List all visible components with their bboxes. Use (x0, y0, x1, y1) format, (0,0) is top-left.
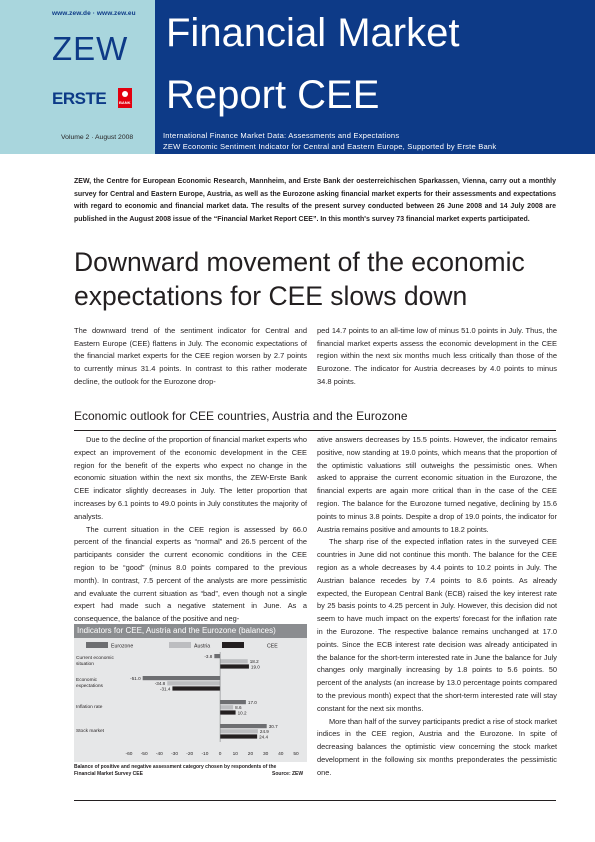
body-paragraph: The current situation in the CEE region is assessed by 66.0 percent of the financial experts as “normal” and 26.5 percent of the participants consider the current economic conditions in the CEE region to be “good” (minus 8.0 points compared to the previous month). In contrast, 7.5 percent of the analysts are more pessimistic and evaluate the current situation as “bad”, even though not a single expert had made such a negative statement in June. As a consequence, the balance of the positive and neg- (74, 524, 307, 624)
x-tick-label: 0 (218, 752, 222, 757)
data-bar (167, 681, 220, 685)
body-paragraph: The sharp rise of the expected inflation rates in the surveyed CEE countries in June did not continue this month. The balance for the CEE region as a whole decreases by 4.4 points to 10.2 points in July. The Austrian balance recedes by 7.4 points to 8.6 points. As already expected, the European Central Bank (ECB) raised the key interest rate by 25 basis points to 4.25 percent in July. However, this decision did not seem to have much impact on the experts' forecast for the inflation rate in the Eurozone. The respective balance remains unchanged at 17.0 points. Since the ECB interest rate decision was already anticipated in the balance for the short-term interested rate in June the balance for July changes only marginally increasing by 1.8 points to 5.6 points. 50 percent of the analysts (an increase by 13.0 percentage points compared to the previous month) expect that the short-term interested rate will stay constant for the next six months. (317, 537, 557, 713)
volume-label: Volume 2 · August 2008 (61, 134, 134, 141)
subtitle-line2: ZEW Economic Sentiment Indicator for Central and Eastern Europe, Supported by Erste Bank (163, 142, 497, 151)
body-paragraph: ative answers decreases by 15.5 points. However, the indicator remains positive, now standing at 19.0 points, which means that the proportion of the optimistic valuations still outweighs the pessimistic ones. When asked to appraise the current economic situation in the Eurozone, the financial experts are again more critical than in the case of the CEE region. The balance for the Eurozone turned negative, declining by 15.6 points to minus 3.8 points. Despite a drop of 19.0 points, the indicator for Austria remains positive and amounts to 18.2 points. (317, 435, 557, 534)
data-label: -3.8 (204, 653, 213, 659)
data-label: 18.2 (249, 659, 259, 665)
data-bar (220, 705, 233, 709)
data-bar (214, 654, 220, 658)
x-tick-label: 50 (293, 752, 299, 757)
legend-swatch (86, 642, 108, 648)
indicator-bar-chart (74, 638, 307, 762)
intro-paragraph: ZEW, the Centre for European Economic Research, Mannheim, and Erste Bank der oesterreichischen Sparkassen, Vienna, carry out a monthly survey for Central and Eastern Europe, Austria, as well as the Eurozone asking financial market experts for their assessments and expectations with regard to economic and financial market data. The results of the present survey conducted between 26 June 2008 and 14 July 2008 are published in the August 2008 issue of the “Financial Market Report CEE”. In this month's survey 73 financial market experts participated. (74, 178, 556, 223)
chart-title: Indicators for CEE, Austria and the Eurozone (balances) (77, 626, 276, 635)
x-tick-label: -30 (171, 752, 179, 757)
x-tick-label: -40 (155, 752, 163, 757)
category-label: Economic (76, 678, 98, 683)
section-divider (74, 430, 556, 431)
data-label: 24.9 (259, 729, 269, 735)
x-tick-label: -60 (125, 752, 133, 757)
erste-logo: ERSTE (52, 89, 107, 108)
report-title-line2: Report CEE (166, 73, 380, 117)
data-bar (220, 700, 246, 704)
body-column-left (74, 434, 307, 626)
category-label: Stock market (76, 729, 104, 734)
data-label: -34.8 (154, 681, 166, 687)
lead-paragraph-right: ped 14.7 points to an all-time low of minus 51.0 points in July. Thus, the financial market experts assess the economic development in the CEE region within the next six months much less critically than those of the Eurozone. The indicator for Austria decreases by 4.0 points to minus 34.8 points. (317, 326, 557, 386)
x-tick-label: -50 (140, 752, 148, 757)
data-label: -31.4 (159, 686, 171, 692)
data-bar (220, 729, 258, 733)
subtitle-line1: International Finance Market Data: Assessments and Expectations (163, 131, 400, 140)
category-label: Inflation rate (76, 705, 103, 710)
legend-label: Eurozone (111, 643, 134, 650)
legend-label: Austria (194, 643, 211, 650)
data-bar (220, 734, 257, 738)
legend-swatch (169, 642, 191, 648)
data-label: 19.0 (250, 664, 260, 670)
erste-mark-dot-icon (122, 91, 128, 97)
category-label: situation (76, 662, 94, 667)
data-label: 8.6 (235, 705, 242, 711)
legend-label: CEE (267, 643, 278, 650)
x-tick-label: 30 (262, 752, 269, 757)
data-label: -51.0 (130, 675, 141, 681)
section-heading: Economic outlook for CEE countries, Austria and the Eurozone (74, 409, 408, 423)
data-label: 10.2 (237, 710, 247, 716)
data-label: 30.7 (268, 723, 278, 729)
category-label: expectations (76, 684, 103, 689)
category-label: Current economic (76, 656, 114, 661)
x-tick-label: 10 (232, 752, 238, 757)
legend-swatch (222, 642, 244, 648)
x-tick-label: 20 (247, 752, 254, 757)
data-label: 17.0 (247, 699, 257, 705)
x-tick-label: -20 (186, 752, 194, 757)
body-paragraph: More than half of the survey participants predict a rise of stock market indices in the CEE region, Austria and the Eurozone. In spite of decreasing balances the optimistic view concerning the stock market development in the following six months preponderates the pessimistic one. (317, 716, 557, 777)
zew-logo: ZEW (52, 30, 129, 67)
data-bar (220, 664, 249, 668)
erste-bank-label: BANK (119, 100, 131, 105)
x-tick-label: 40 (278, 752, 284, 757)
headline: Downward movement of the economic expectations for CEE slows down (74, 247, 525, 311)
chart-footnote: Balance of positive and negative assessment category chosen by respondents of the (74, 764, 277, 770)
chart-source: Source: ZEW (272, 771, 304, 777)
report-title-line1: Financial Market (166, 11, 460, 55)
chart-footnote: Financial Market Survey CEE (74, 771, 143, 777)
body-column-right (317, 434, 557, 780)
lead-paragraph-left: The downward trend of the sentiment indicator for Central and Eastern Europe (CEE) flattens in July. The economic expectations of the financial market experts for the CEE region worsen by 2.7 points to currently minus 31.4 points. In contrast to this rather moderate decline, the outlook for the Eurozone drop- (74, 326, 307, 386)
volume-band (0, 128, 155, 154)
bottom-divider (74, 800, 556, 801)
body-paragraph: Due to the decline of the proportion of financial market experts who expect an improvement of the economic development in the CEE region for the benefit of the experts who expect no change in the economic situation within the next six months, the ZEW-Erste Bank CEE indicator slightly decreases in July. The letter proportion that increases by 6.1 points to 49.0 points in July constitutes the majority of analysts. (74, 435, 307, 521)
x-tick-label: -10 (201, 752, 209, 757)
data-bar (143, 676, 220, 680)
data-label: 24.4 (259, 734, 269, 740)
data-bar (220, 724, 267, 728)
website-urls[interactable]: www.zew.de · www.zew.eu (52, 10, 136, 17)
data-bar (220, 659, 248, 663)
data-bar (220, 710, 235, 714)
data-bar (172, 686, 220, 690)
